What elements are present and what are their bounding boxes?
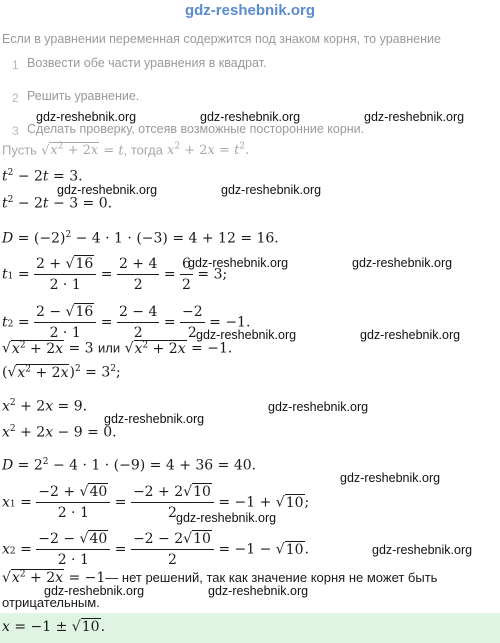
- root-x1: x1 = $\frac{-2 + √40}{2 \cdot 1}$ = $\frac{-2 + 2√10}{2}$ = −1 + √10;: [2, 484, 310, 521]
- watermark: gdz-reshebnik.org: [57, 183, 158, 197]
- substitution-line: [2, 142, 249, 158]
- watermark: gdz-reshebnik.org: [268, 400, 369, 414]
- squaring-step: $(√x^2 + 2x)^2 = 3^2$;: [2, 364, 121, 381]
- equation-x1: $x^2 + 2x = 9$.: [2, 398, 88, 415]
- watermark: gdz-reshebnik.org: [360, 328, 461, 342]
- watermark: gdz-reshebnik.org: [176, 511, 277, 525]
- watermark: gdz-reshebnik.org: [44, 584, 145, 598]
- root-t2: t2 = $\frac{2 - √16}{2 \cdot 1}$ = $\frac{2 - 4}{2}$ = $\frac{-2}{2}$ = −1.: [2, 304, 251, 341]
- equation-x2: $x^2 + 2x - 9 = 0$.: [2, 424, 117, 441]
- watermark: gdz-reshebnik.org: [188, 256, 289, 270]
- substitution-expr: $√x^2 + 2x = t$: [41, 142, 124, 159]
- step-number: 2: [12, 91, 19, 105]
- watermark: gdz-reshebnik.org: [208, 584, 309, 598]
- step-text: Сделать проверку, отсеяв возможные посторонние корни.: [27, 122, 365, 136]
- watermark: gdz-reshebnik.org: [36, 110, 137, 124]
- intro-text: Если в уравнении переменная содержится под знаком корня, то уравнение: [2, 32, 441, 46]
- equation-t1: $t^2 - 2t = 3$.: [2, 168, 83, 185]
- substitution-prefix: Пусть: [2, 142, 37, 158]
- watermark: gdz-reshebnik.org: [372, 543, 473, 557]
- step-number: 3: [12, 124, 19, 138]
- discriminant-t: $D = (-2)^2 - 4 \cdot 1 \cdot (-3) = 4 + 12 = 16$.: [2, 230, 279, 247]
- root-t1: t1 = $\frac{2 + √16}{2 \cdot 1}$ = $\frac{2 + 4}{2}$ = $\frac{6}{2}$ = 3;: [2, 256, 228, 293]
- watermark: gdz-reshebnik.org: [196, 328, 297, 342]
- watermark: gdz-reshebnik.org: [221, 183, 322, 197]
- discriminant-x: $D = 2^2 - 4 \cdot 1 \cdot (-9) = 4 + 36 = 40$.: [2, 457, 257, 474]
- step-text: Возвести обе части уравнения в квадрат.: [27, 56, 267, 70]
- step-number: 1: [12, 58, 19, 72]
- no-solutions-line: $√x^2 + 2x$ = −1— нет решений, так как значение корня не может быть: [2, 569, 438, 586]
- watermark: gdz-reshebnik.org: [364, 110, 465, 124]
- watermark: gdz-reshebnik.org: [200, 110, 301, 124]
- watermark: gdz-reshebnik.org: [104, 412, 205, 426]
- root-x2: x2 = $\frac{-2 - √40}{2 \cdot 1}$ = $\frac{-2 - 2√10}{2}$ = −1 − √10.: [2, 531, 309, 568]
- substitution-then: , тогда: [123, 142, 163, 158]
- step-text: Решить уравнение.: [27, 89, 140, 103]
- equation-t2: $t^2 - 2t - 3 = 0$.: [2, 195, 113, 212]
- watermark: gdz-reshebnik.org: [340, 471, 441, 485]
- or-word: или: [98, 340, 121, 356]
- final-answer: x = −1 ± √10.: [2, 619, 106, 635]
- no-solutions-text: — нет решений, так как значение корня не может быть: [105, 570, 438, 585]
- substitution-result: $x^2 + 2x = t^2$.: [167, 142, 250, 159]
- site-header[interactable]: gdz-reshebnik.org: [184, 2, 315, 19]
- back-substitution: $√x^2 + 2x = 3$ или $√x^2 + 2x = -1$.: [2, 340, 233, 357]
- watermark: gdz-reshebnik.org: [352, 256, 453, 270]
- no-solutions-text2: отрицательным.: [2, 595, 100, 610]
